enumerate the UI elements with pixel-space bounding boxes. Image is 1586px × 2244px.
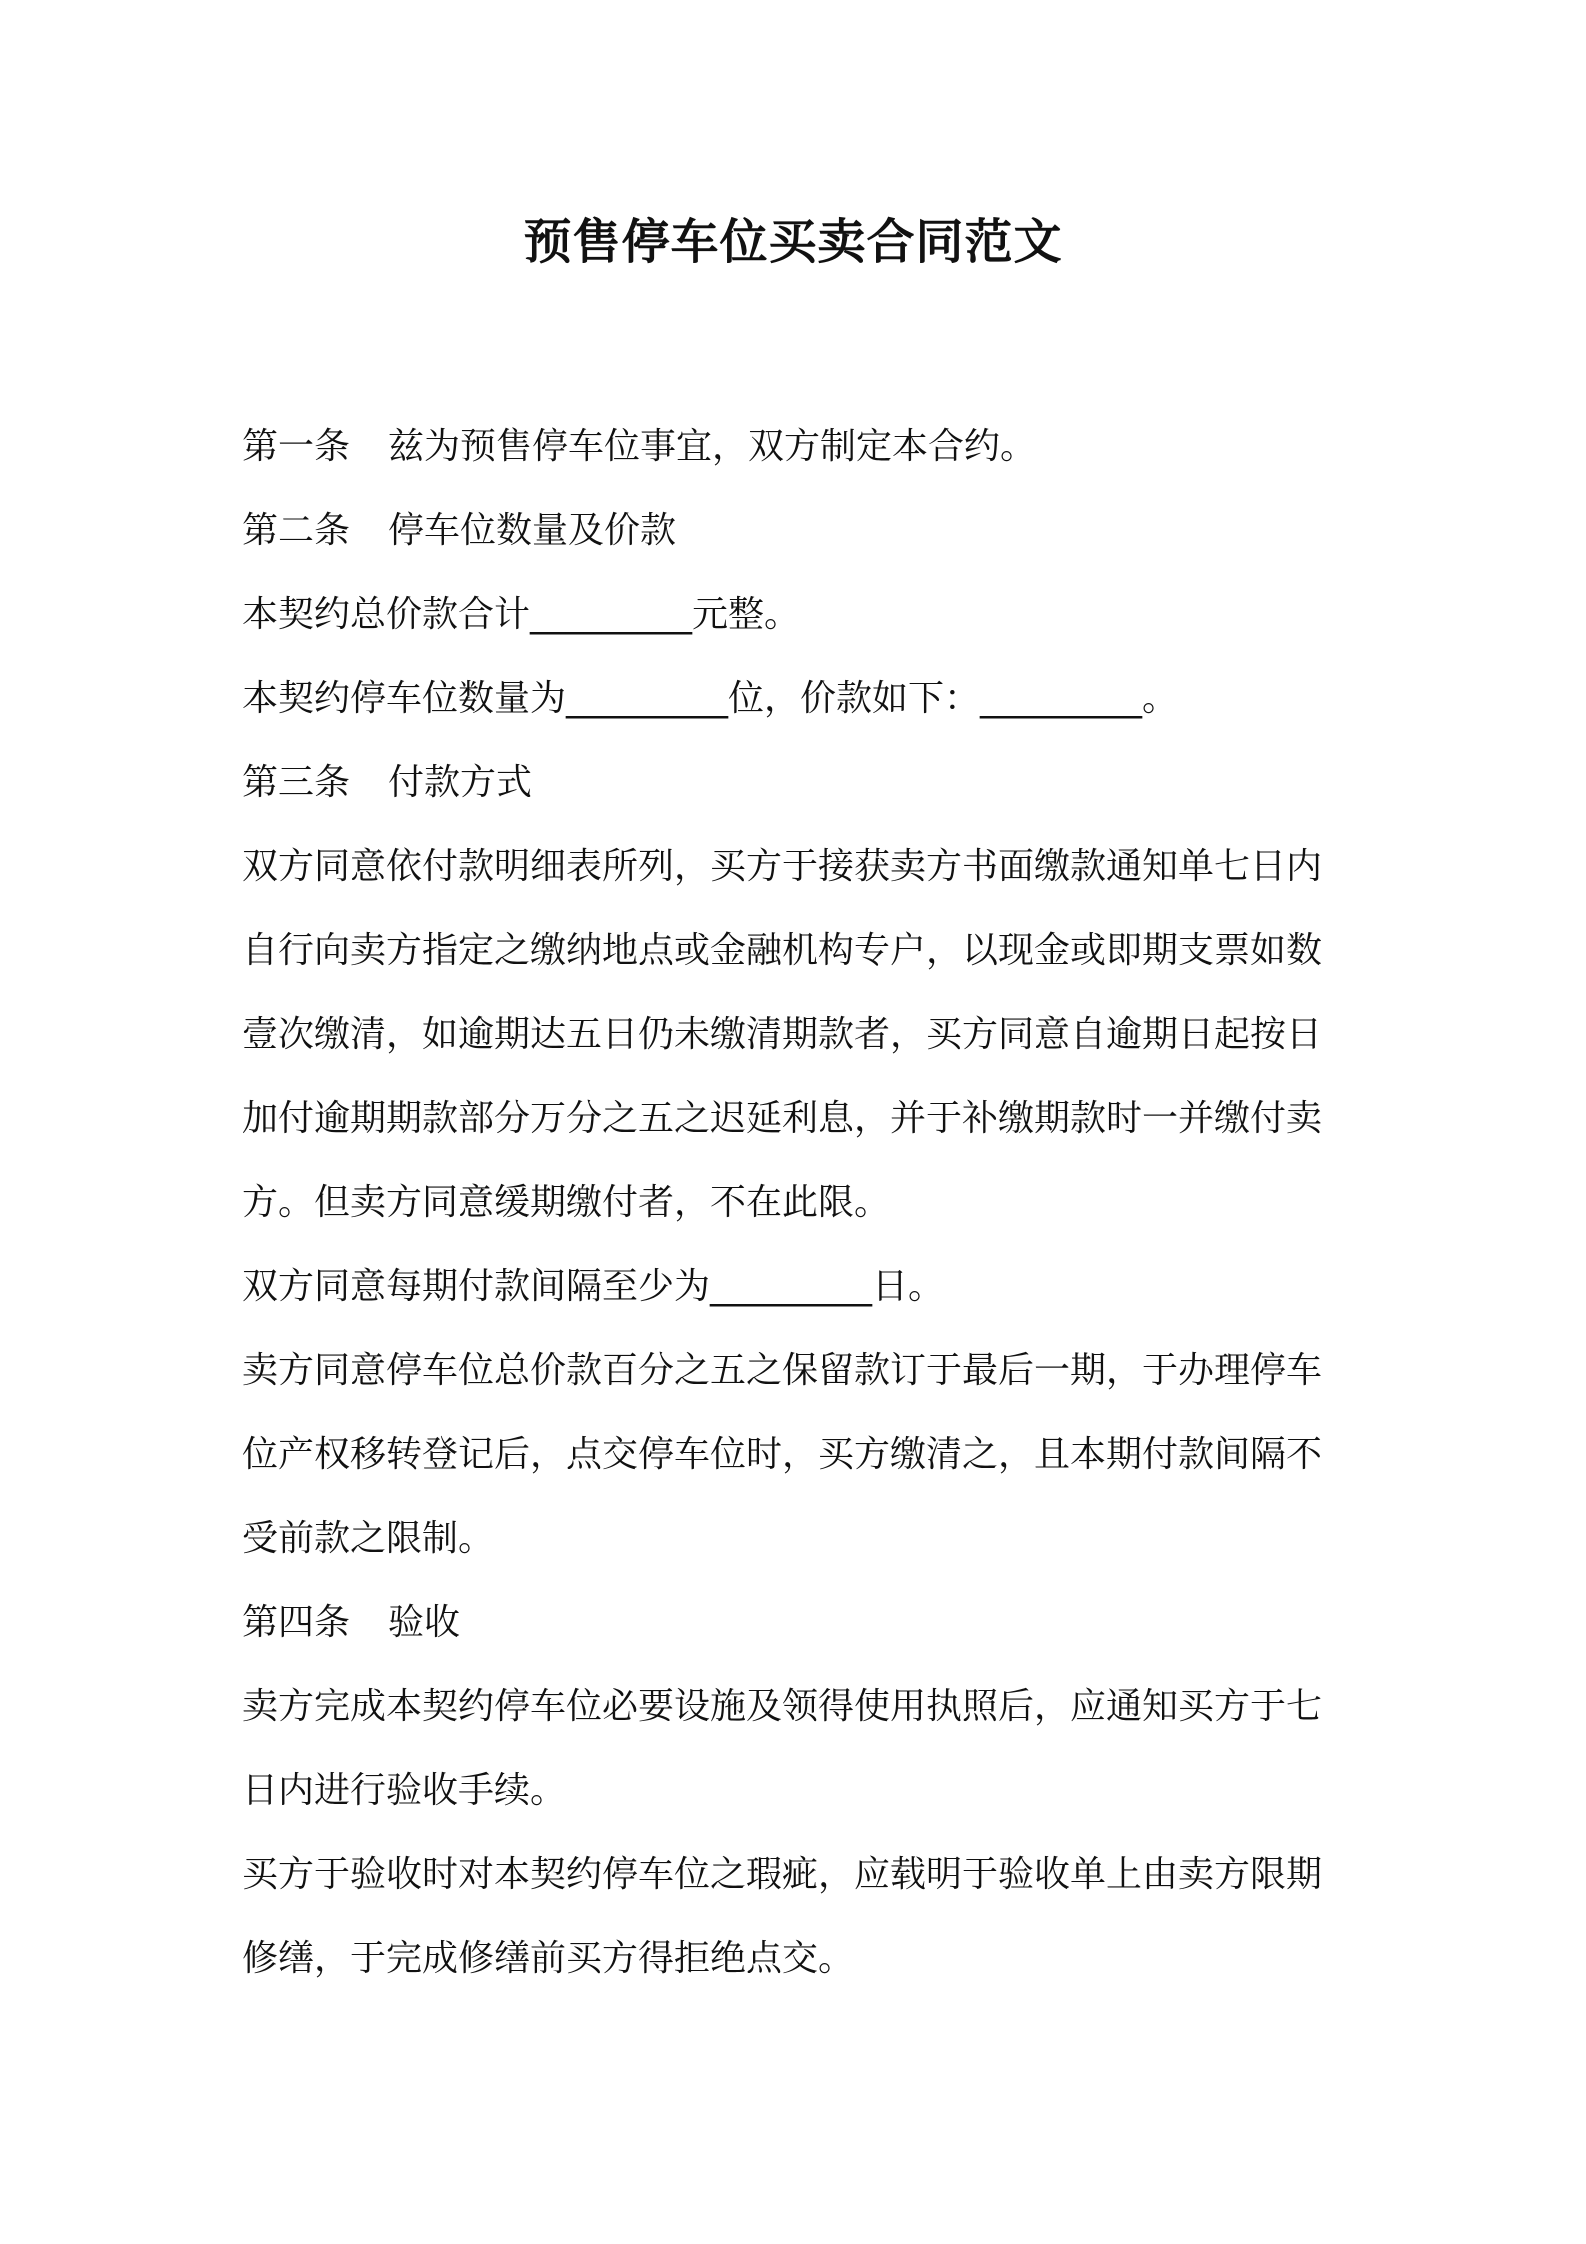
article-2-line xyxy=(242,489,1362,573)
article-text: 停车位数量及价款 xyxy=(388,510,677,551)
article-label: 第一条 xyxy=(242,426,351,467)
paragraph-line: 买方于验收时对本契约停车位之瑕疵，应载明于验收单上由卖方限期 xyxy=(242,1854,1323,1895)
paragraph-line: 位产权移转登记后，点交停车位时，买方缴清之，且本期付款间隔不 xyxy=(242,1434,1323,1475)
article-label: 第四条 xyxy=(242,1602,351,1643)
paragraph-line: 双方同意依付款明细表所列，买方于接获卖方书面缴款通知单七日内 xyxy=(242,846,1323,887)
article-label: 第三条 xyxy=(242,762,351,803)
article-text: 付款方式 xyxy=(388,762,533,803)
paragraph-line: 自行向卖方指定之缴纳地点或金融机构专户，以现金或即期支票如数 xyxy=(242,930,1323,971)
paragraph-line: 卖方同意停车位总价款百分之五之保留款订于最后一期，于办理停车 xyxy=(242,1350,1323,1391)
document-body xyxy=(242,405,1362,2001)
paragraph-line: 壹次缴清，如逾期达五日仍未缴清期款者，买方同意自逾期日起按日 xyxy=(242,1014,1323,1055)
paragraph-line: 日内进行验收手续。 xyxy=(242,1770,567,1811)
article-text: 兹为预售停车位事宜，双方制定本合约。 xyxy=(388,426,1037,467)
paragraph-line: 受前款之限制。 xyxy=(242,1518,495,1559)
article-3-line xyxy=(242,741,1362,825)
article-4-line xyxy=(242,1581,1362,1665)
paragraph-line: 本契约停车位数量为_________位，价款如下：_________。 xyxy=(242,678,1179,719)
paragraph-line: 卖方完成本契约停车位必要设施及领得使用执照后，应通知买方于七 xyxy=(242,1686,1323,1727)
paragraph-line: 修缮，于完成修缮前买方得拒绝点交。 xyxy=(242,1938,855,1979)
document-title: 预售停车位买卖合同范文 xyxy=(523,214,1063,270)
paragraph-line: 双方同意每期付款间隔至少为_________日。 xyxy=(242,1266,945,1307)
article-text: 验收 xyxy=(388,1602,461,1643)
paragraph-line: 方。但卖方同意缓期缴付者，不在此限。 xyxy=(242,1182,891,1223)
paragraph-line: 本契约总价款合计_________元整。 xyxy=(242,594,801,635)
article-label: 第二条 xyxy=(242,510,351,551)
paragraph-line: 加付逾期期款部分万分之五之迟延利息，并于补缴期款时一并缴付卖 xyxy=(242,1098,1323,1139)
article-1-line xyxy=(242,405,1362,489)
